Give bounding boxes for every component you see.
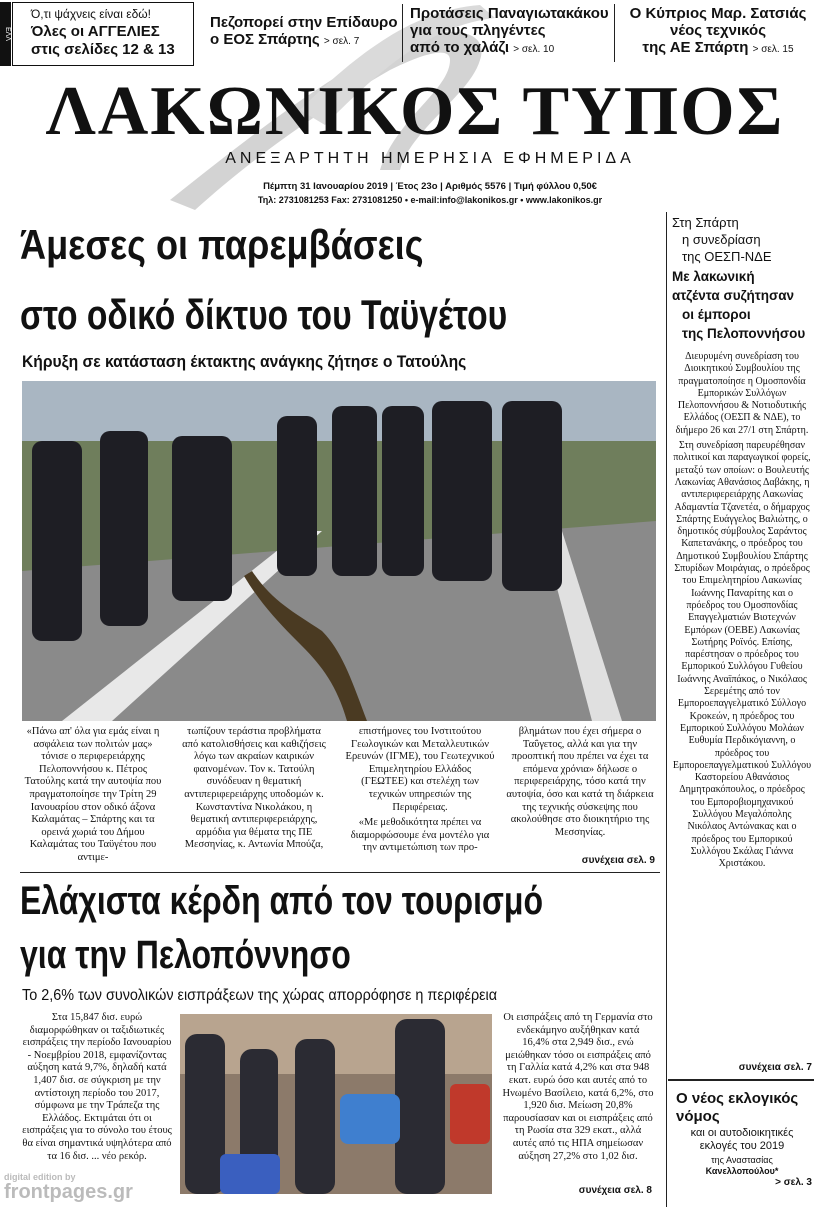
lead-column-3 (345, 726, 495, 858)
lead-photo-road-crack (22, 381, 656, 721)
watermark-line-1: digital edition by (4, 1172, 76, 1182)
sidebar-intro-1: Στη Σπάρτη (672, 215, 739, 230)
watermark-line-2: frontpages.gr (4, 1181, 133, 1203)
teaser-3-ref: > σελ. 15 (752, 44, 794, 55)
teaser-1-line-1: Πεζοπορεί στην Επίδαυρο (210, 14, 398, 31)
sidebar-intro-3: της ΟΕΣΠ-ΝΔΕ (682, 249, 772, 264)
lead-column-3-para-1: επιστήμονες του Ινστιτούτου Γεωλογικών και Μεταλλευτικών Ερευνών (ΙΓΜΕ), του Γεωτεχνικού Επιμελητηρίου Ελλάδος (ΓΕΩΤΕΕ) και στελέχη των τεχνικών υπηρεσιών της Περιφέρειας. (345, 726, 495, 813)
lead-column-1: «Πάνω απ' όλα για εμάς είναι η ασφάλεια των πολιτών μας» τόνισε ο περιφερειάρχης Πελοποννήσου κ. Πέτρος Τατούλης κατά την αυτοψία που πραγματοποίησε την Τρίτη 29 Ιανουαρίου στον οδικό άξονα Καλαμάτας – Σπάρτης και τα ορεινά χωριά του Δήμου Καλαμάτας του Ταϋγέτου που αντιμε- (24, 726, 162, 863)
sidebar-head-1: Με λακωνική (672, 269, 755, 284)
sidebar-para-1: Διευρυμένη συνεδρίαση του Διοικητικού Συμβουλίου της πραγματοποίησε η Ομοσπονδία Εμπορικών Συλλόγων Πελοποννήσου & Νοτιοδυτικής Ελλάδος (ΟΕΣΠ & ΝΔΕ), το διήμερο 26 και 27/1 στη Σπάρτη. (675, 351, 809, 436)
lead-headline-line-1: Άμεσες οι παρεμβάσεις (20, 221, 424, 268)
lead-column-3-para-2: «Με μεθοδικότητα πρέπει να διαμορφώσουμε ένα μοντέλο για την αντιμετώπιση των προ- (350, 817, 490, 854)
classifieds-ad-box[interactable] (12, 2, 194, 66)
ad-line-3: στις σελίδες 12 & 13 (31, 41, 175, 58)
tourism-photo-tourists (180, 1014, 492, 1194)
tourism-continue-link[interactable]: συνέχεια σελ. 8 (578, 1185, 652, 1196)
sidebar-story (672, 214, 812, 873)
tourism-headline-line-2: για την Πελοπόννησο (20, 933, 351, 977)
side-logo-strip (0, 2, 11, 66)
teaser-2-line-1: Προτάσεις Παναγιωτακάκου (410, 5, 609, 22)
contact-info: Τηλ: 2731081253 Fax: 2731081250 • e-mail:info@lakonikos.gr • www.lakonikos.gr (257, 195, 603, 205)
sidebar-continue-link[interactable]: συνέχεια σελ. 7 (738, 1062, 812, 1073)
tourism-photo-illustration (180, 1014, 492, 1194)
teaser-1-ref: > σελ. 7 (323, 36, 360, 47)
sidebar-head-3: οι έμποροι (682, 307, 751, 322)
box-sub-2: εκλογές του 2019 (699, 1140, 785, 1152)
sidebar-intro-2: η συνεδρίαση (682, 232, 761, 247)
teaser-1[interactable] (210, 14, 400, 50)
tourism-column-1: Στα 15,847 δισ. ευρώ διαμορφώθηκαν οι ταξιδιωτικές εισπράξεις την περίοδο Ιανουαρίου - Νοεμβρίου 2018, εμφανίζοντας αύξηση κατά 9,7%, δηλαδή κατά 1,407 δισ. σε σύγκριση με την αντίστοιχη περίοδο του 2017, σύμφωνα με την Τράπεζα της Ελλάδος. Εκτιμάται ότι οι εισπράξεις για το σύνολο του έτους θα είναι σημαντικά υψηλότερα από τα 16 δισ. ... νέο ρεκόρ. (22, 1012, 172, 1162)
box-author-1: της Αναστασίας (711, 1155, 773, 1165)
box-ref: > σελ. 3 (775, 1177, 812, 1188)
masthead-title: ΛΑΚΩΝΙΚΟΣ ΤΥΠΟΣ (45, 73, 785, 150)
lead-column-2: τωπίζουν τεράστια προβλήματα από κατολισθήσεις και καθιζήσεις λόγω των ακραίων καιρικών φαινομένων. Τον κ. Τατούλη συνόδευαν η θεματική αντιπεριφερειάρχης υποδομών κ. Κωνσταντίνα Νικολάκου, η θεματική αντιπεριφερειάρχης, αρμόδια για θέματα της ΠΕ Μεσσηνίας, κ. Αντωνία Μπούζα, (182, 726, 326, 851)
teaser-3-line-1: Ο Κύπριος Μαρ. Σατσιάς (629, 5, 807, 22)
issue-info: Πέμπτη 31 Ιανουαρίου 2019 | Έτος 23ο | Αριθμός 5576 | Τιμή φύλλου 0,50€ (263, 181, 597, 192)
ad-line-2: Όλες οι ΑΓΓΕΛΙΕΣ (31, 23, 160, 40)
side-label: ΕΛΛ (4, 26, 11, 42)
tourism-column-3: Οι εισπράξεις από τη Γερμανία στο ενδεκάμηνο αυξήθηκαν κατά 16,4% στα 2,949 δισ., ενώ μειώθηκαν τόσο οι εισπράξεις από τη Γαλλία κατά 4,2% και στα 948 εκατ. ευρώ όσο και αυτές από το Ηνωμένο Βασίλειο, κατά 6,2%, στο 1,920 δισ. Μείωση 20,8% παρουσίασαν και οι εισπράξεις από τη Ρωσία στα 329 εκατ., αλλά αυτές από τις ΗΠΑ σημείωσαν αύξηση 27,2% στο 1,02 δισ. (502, 1012, 654, 1162)
lead-photo-illustration (22, 381, 656, 721)
teaser-2-ref: > σελ. 10 (513, 44, 555, 55)
lead-column-4: βλημάτων που έχει σήμερα ο Ταΰγετος, αλλά και για την προοπτική που πρέπει να έχει τα επόμενα χρόνια» δήλωσε ο περιφερειάρχης, τόσο κατά την αυτοψία, όσο και κατά τη διάρκεια της τεχνικής σύσκεψης που ακολούθησε στο διοικητήριο της Μεσσηνίας. (506, 726, 654, 838)
tourism-subheadline: Το 2,6% των συνολικών εισπράξεων της χώρας απορρόφησε η περιφέρεια (22, 987, 498, 1004)
sidebar-head-2: ατζέντα συζήτησαν (672, 288, 795, 303)
election-law-box[interactable] (672, 1090, 812, 1188)
box-author-2: Κανελλοπούλου* (705, 1166, 779, 1176)
lead-headline-line-2: στο οδικό δίκτυο του Ταϋγέτου (20, 291, 508, 338)
masthead-subtitle: ΑΝΕΞΑΡΤΗΤΗ ΗΜΕΡΗΣΙΑ ΕΦΗΜΕΡΙΔΑ (225, 150, 635, 167)
box-title-2: νόμος (676, 1108, 720, 1125)
teaser-3[interactable] (622, 5, 814, 58)
box-sub-1: και οι αυτοδιοικητικές (690, 1127, 794, 1139)
box-title-1: Ο νέος εκλογικός (676, 1090, 799, 1107)
teaser-2-line-2: για τους πληγέντες (410, 22, 546, 39)
sidebar-para-2: Στη συνεδρίαση παρευρέθησαν πολιτικοί και παραγωγικοί φορείς, μεταξύ των οποίων: ο Βουλευτής Λακωνίας Αθανάσιος Δαβάκης, η αντιπεριφερειάρχης Λακωνίας Αδαμαντία Τζανετέα, ο δήμαρχος Σπάρτης Ευάγγελος Βαλιώτης, ο δημοτικός σύμβουλος Σαράντος Καπετανάκης, ο πρόεδρος του Δημοτικού Συμβουλίου Σπάρτης Σπυρίδων Μοιράγιας, ο πρόεδρος του Επιμελητηρίου Λακωνίας Ιωάννης Παναρίτης και ο πρόεδρος του Ομοσπονδίας Επαγγελματιών Βιοτεχνών Εμπόρων (ΟΕΒΕ) Λακωνίας Σωτήρης Ροϊνός. Επίσης, παρέστησαν ο πρόεδρος του Εμπορικού Συλλόγου Γυθείου Ιωάννης Αναϊπάκος, ο Νικόλαος Σερεμέτης από τον Εμποροεπαγγελματικό Σύλλογο Κροκεών, η πρόεδρος του Εμπορικού Συλλόγου Μολάων Ευθυμία Περδικόγιαννη, ο πρόεδρος του Εμποροεπαγγελματικού Συλλόγου Καστορείου Αθανάσιος Δημητρακόπουλος, ο πρόεδρος του Εμποροβιομηχανικού Συλλόγου Μεγαλόπολης Νικόλαος Αντώνακας και ο πρόεδρος του Εμπορικού Συλλόγου Σκάλας Γιάννα Χριστάκου. (672, 440, 812, 870)
teaser-2[interactable] (410, 5, 615, 58)
lead-continue-link[interactable]: συνέχεια σελ. 9 (581, 855, 655, 866)
watermark (4, 1172, 133, 1202)
teaser-1-line-2: ο ΕΟΣ Σπάρτης (210, 31, 320, 48)
teaser-2-line-3: από το χαλάζι (410, 39, 510, 56)
tourism-headline-line-1: Ελάχιστα κέρδη από τον τουρισμό (20, 879, 543, 923)
sidebar-head-4: της Πελοποννήσου (682, 326, 806, 341)
lead-subheadline: Κήρυξη σε κατάσταση έκτακτης ανάγκης ζήτησε ο Τατούλης (22, 352, 467, 371)
teaser-3-line-3: της ΑΕ Σπάρτη (642, 39, 749, 56)
teaser-3-line-2: νέος τεχνικός (669, 22, 767, 39)
ad-line-1: Ό,τι ψάχνεις είναι εδώ! (31, 7, 151, 21)
